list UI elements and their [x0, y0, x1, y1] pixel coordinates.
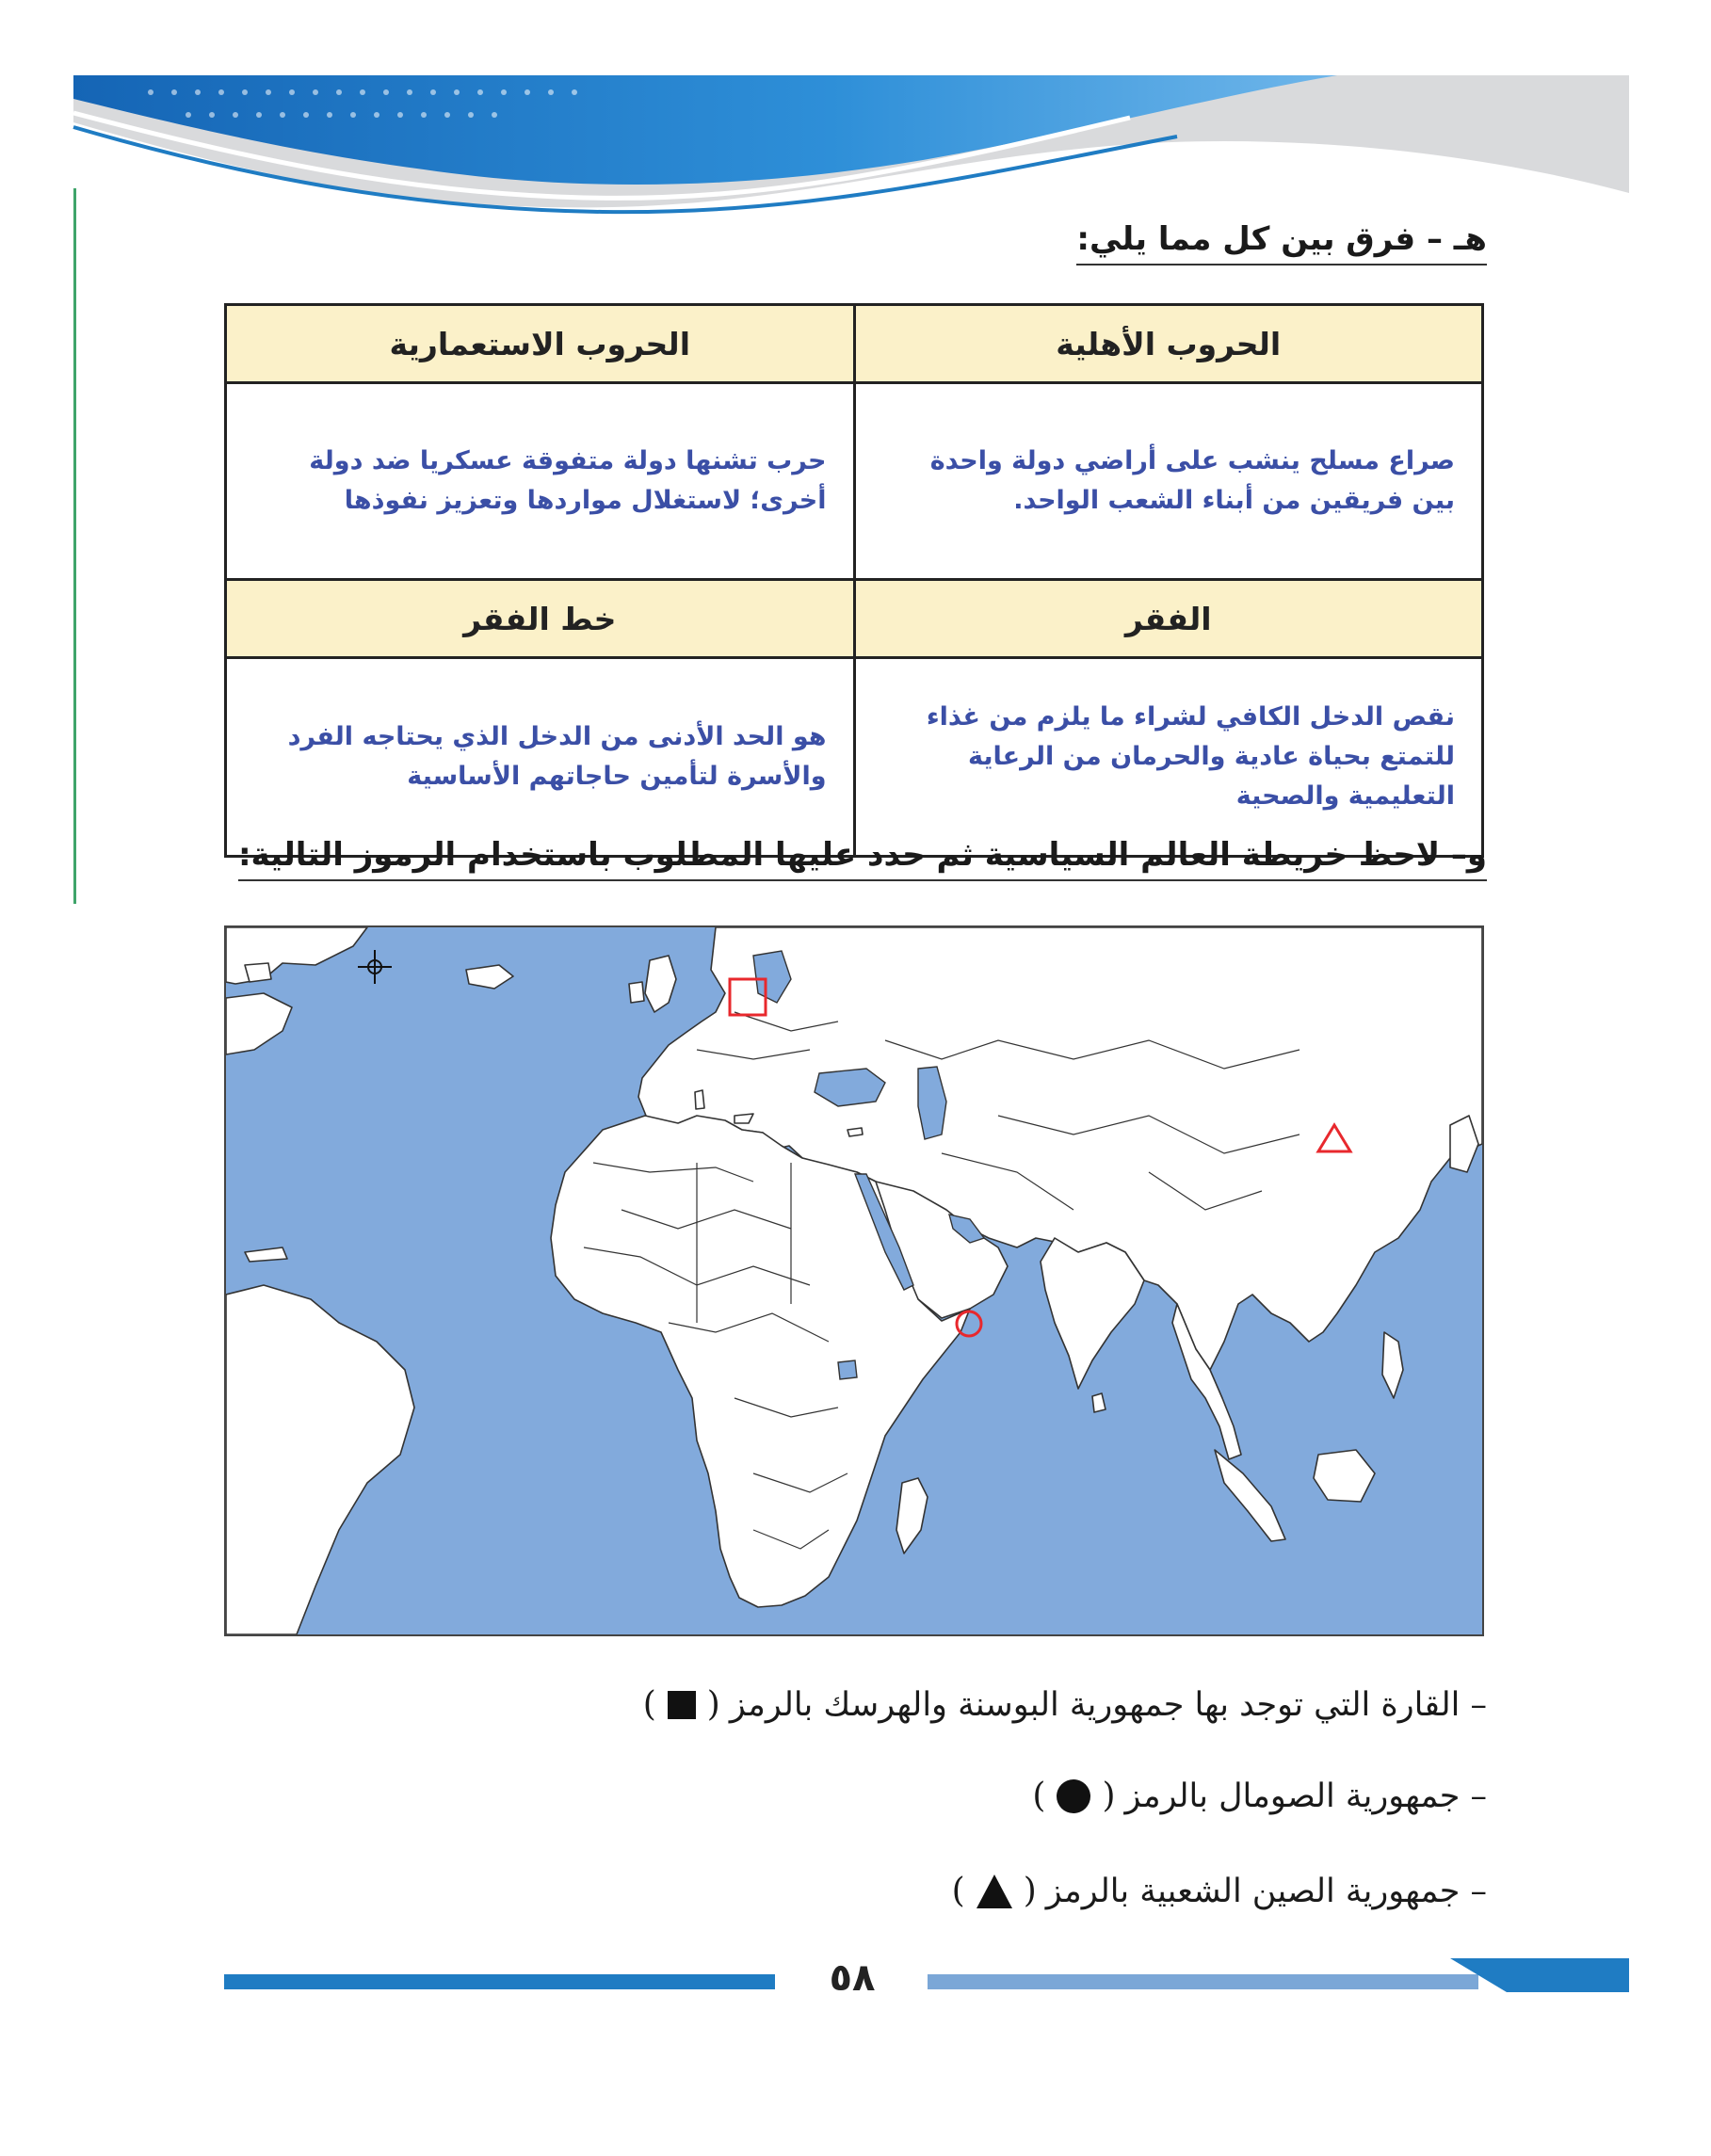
- header-poverty: الفقر: [854, 580, 1483, 658]
- lake-victoria: [838, 1360, 857, 1379]
- sardinia: [695, 1090, 704, 1109]
- footer-bar-left: [224, 1974, 775, 1989]
- section-h-title: هـ – فرق بين كل مما يلي:: [1076, 220, 1487, 265]
- section-w-title: و– لاحظ خريطة العالم السياسية ثم حدد عليها المطلوب باستخدام الرموز التالية:: [238, 836, 1487, 881]
- open-paren: (: [1102, 1777, 1116, 1815]
- answer-poverty: نقص الدخل الكافي لشراء ما يلزم من غذاء للتمتع بحياة عادية والحرمان من الرعاية التعليمية والصحية: [854, 658, 1483, 857]
- world-political-map: [224, 925, 1484, 1636]
- answer-civil-wars: صراع مسلح ينشب على أراضي دولة واحدة بين فريقين من أبناء الشعب الواحد.: [854, 383, 1483, 580]
- table-header-row: [226, 580, 1483, 658]
- close-paren: ): [1032, 1777, 1046, 1815]
- header-wave-decoration: [0, 0, 1711, 226]
- ireland: [629, 982, 644, 1003]
- filled-circle-icon: [1055, 1778, 1092, 1815]
- header-civil-wars: الحروب الأهلية: [854, 305, 1483, 383]
- page-number: ٥٨: [829, 1956, 876, 2000]
- header-poverty-line: خط الفقر: [226, 580, 855, 658]
- filled-triangle-icon: [975, 1873, 1014, 1910]
- instruction-china: [952, 1872, 1487, 1910]
- filled-square-icon: [666, 1689, 698, 1721]
- footer-bar-right: [928, 1974, 1478, 1989]
- instruction-text: – جمهورية الصين الشعبية بالرمز: [1045, 1872, 1487, 1910]
- instruction-text: – القارة التي توجد بها جمهورية البوسنة والهرسك بالرمز: [729, 1685, 1487, 1724]
- instruction-bosnia: [643, 1685, 1487, 1724]
- instruction-text: – جمهورية الصومال بالرمز: [1124, 1777, 1487, 1815]
- table-row: [226, 658, 1483, 857]
- close-paren: ): [642, 1685, 656, 1724]
- close-paren: ): [951, 1872, 965, 1910]
- americas-island: [245, 963, 271, 982]
- footer-tab-decoration: [1450, 1958, 1638, 1996]
- left-margin-rule: [73, 188, 76, 904]
- open-paren: (: [1023, 1872, 1037, 1910]
- header-colonial-wars: الحروب الاستعمارية: [226, 305, 855, 383]
- answer-colonial-wars: حرب تشنها دولة متفوقة عسكريا ضد دولة أخرى؛ لاستغلال مواردها وتعزيز نفوذها: [226, 383, 855, 580]
- open-paren: (: [706, 1685, 720, 1724]
- table-header-row: [226, 305, 1483, 383]
- comparison-table: [224, 303, 1484, 858]
- answer-poverty-line: هو الحد الأدنى من الدخل الذي يحتاجه الفرد والأسرة لتأمين حاجاتهم الأساسية: [226, 658, 855, 857]
- table-row: [226, 383, 1483, 580]
- instruction-somalia: [1032, 1777, 1487, 1815]
- cyprus: [847, 1128, 863, 1136]
